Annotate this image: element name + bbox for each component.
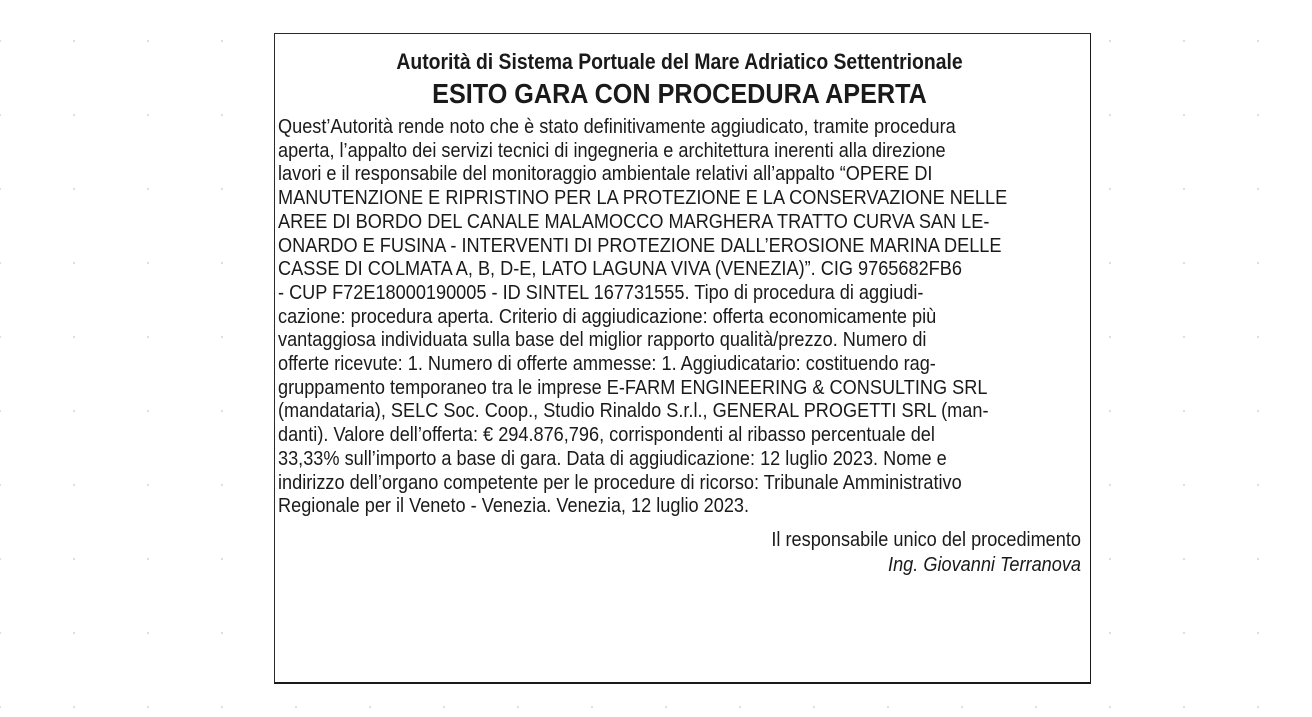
body-line: - CUP F72E18000190005 - ID SINTEL 167731555. Tipo di procedura di aggiudi- (278, 280, 924, 304)
body-line: lavori e il responsabile del monitoraggio ambientale relativi all’appalto “OPERE DI (278, 162, 933, 186)
notice-body (278, 115, 1081, 518)
body-line: aperta, l’appalto dei servizi tecnici di ingegneria e architettura inerenti alla direzione (278, 138, 946, 162)
body-line: vantaggiosa individuata sulla base del miglior rapporto qualità/prezzo. Numero di (278, 328, 927, 352)
tender-result-notice (274, 33, 1091, 684)
signature-block (278, 527, 1081, 577)
signature-name: Ing. Giovanni Terranova (888, 552, 1081, 576)
body-line: Quest’Autorità rende noto che è stato definitivamente aggiudicato, tramite procedura (278, 115, 956, 138)
notice-headline: ESITO GARA CON PROCEDURA APERTA (432, 78, 927, 109)
body-line: indirizzo dell’organo competente per le procedure di ricorso: Tribunale Amministrativo (278, 470, 962, 494)
body-line: 33,33% sull’importo a base di gara. Data di aggiudicazione: 12 luglio 2023. Nome e (278, 446, 947, 470)
authority-name: Autorità di Sistema Portuale del Mare Adriatico Settentrionale (396, 49, 963, 74)
body-line: MANUTENZIONE E RIPRISTINO PER LA PROTEZIONE E LA CONSERVAZIONE NELLE (278, 186, 1008, 210)
body-line: danti). Valore dell’offerta: € 294.876,796, corrispondenti al ribasso percentuale del (278, 423, 935, 447)
body-line: AREE DI BORDO DEL CANALE MALAMOCCO MARGHERA TRATTO CURVA SAN LE- (278, 209, 990, 233)
body-line: (mandataria), SELC Soc. Coop., Studio Rinaldo S.r.l., GENERAL PROGETTI SRL (man- (278, 399, 989, 423)
body-line: ONARDO E FUSINA - INTERVENTI DI PROTEZIONE DALL’EROSIONE MARINA DELLE (278, 233, 1002, 257)
body-line: offerte ricevute: 1. Numero di offerte ammesse: 1. Aggiudicatario: costituendo rag- (278, 352, 936, 376)
body-line: CASSE DI COLMATA A, B, D-E, LATO LAGUNA VIVA (VENEZIA)”. CIG 9765682FB6 (278, 257, 962, 281)
body-line: gruppamento temporaneo tra le imprese E-FARM ENGINEERING & CONSULTING SRL (278, 375, 988, 399)
signature-role: Il responsabile unico del procedimento (771, 527, 1081, 551)
body-line: cazione: procedura aperta. Criterio di aggiudicazione: offerta economicamente più (278, 304, 937, 328)
body-line: Regionale per il Veneto - Venezia. Venezia, 12 luglio 2023. (278, 494, 750, 518)
